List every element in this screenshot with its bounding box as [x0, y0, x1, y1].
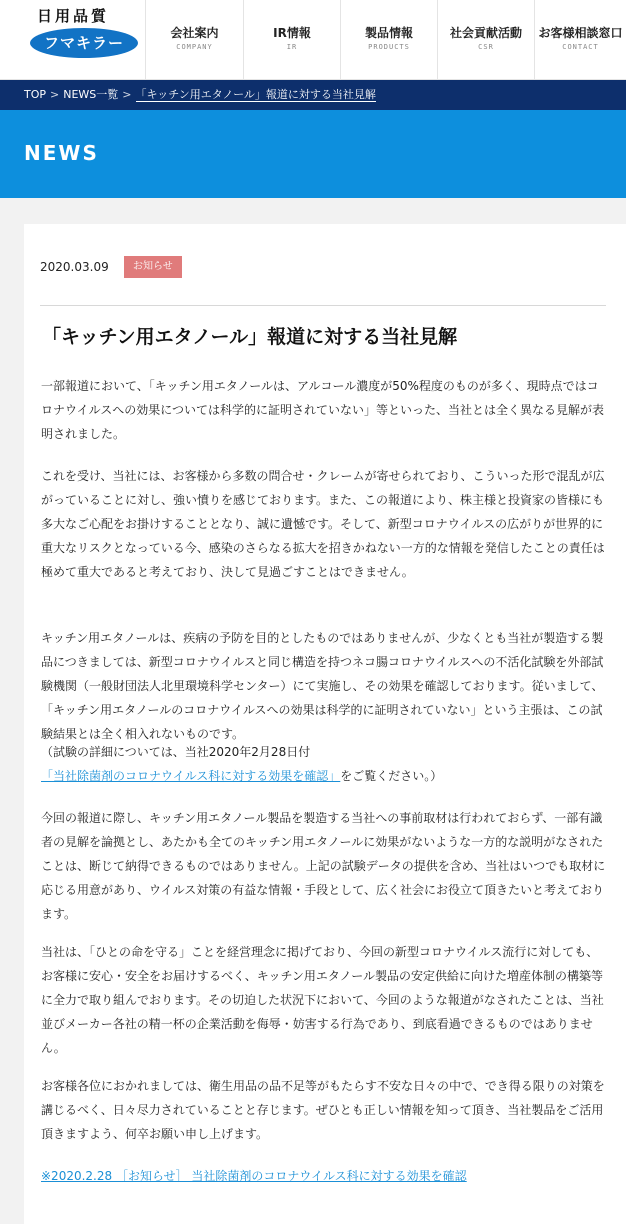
article-title: 「キッチン用エタノール」報道に対する当社見解: [42, 326, 458, 348]
related-news-link[interactable]: ※2020.2.28 ［お知らせ］ 当社除菌剤のコロナウイルス科に対する効果を確認: [41, 1169, 467, 1183]
nav-ir-sub: IR: [286, 43, 298, 51]
article-paragraph-4: 今回の報道に際し、キッチン用エタノール製品を製造する当社への事前取材は行われておらず、一部有識者の見解を論拠とし、あたかも全てのキッチン用エタノールに効果がないような一方的な説明がなされたことは、断じて納得できるものではありません。上記の試験データの提供を含め、当社はいつでも取材に応じる用意があり、ウイルス対策の有益な情報・手段として、広く社会にお役立て頂きたいと考えております。: [41, 811, 606, 921]
banner-title: NEWS: [24, 141, 99, 165]
nav-ir-label: IR情報: [273, 26, 311, 40]
nav-products-label: 製品情報: [364, 26, 413, 40]
article-paragraph-3: キッチン用エタノールは、疾病の予防を目的としたものではありませんが、少なくとも当社が製造する製品につきましては、新型コロナウイルスと同じ構造を持つネコ腸コロナウイルスへの不活化試験を外部試験機関（一般財団法人北里環境科学センター）にて実施し、その効果を確認しております。従いまして、「キッチン用エタノールのコロナウイルスへの効果は科学的に証明されていない」という主張は、この試験結果とは全く相入れないものです。: [41, 631, 604, 741]
nav-csr-sub: CSR: [478, 43, 494, 51]
nav-company[interactable]: [146, 0, 244, 80]
article-card: [24, 224, 626, 1224]
article-date: 2020.03.09: [40, 260, 109, 274]
article-paragraph-1: 一部報道において、「キッチン用エタノールは、アルコール濃度が50%程度のものが多く、現時点ではコロナウイルスへの効果については科学的に証明されていない」等といった、当社とは全く異なる見解が表明されました。: [41, 379, 605, 441]
article-paragraph-2: これを受け、当社には、お客様から多数の問合せ・クレームが寄せられており、こういった形で混乱が広がっていることに対し、強い憤りを感じております。また、この報道により、株主様と投資家の皆様にも多大なご心配をお掛けすることとなり、誠に遺憾です。そして、新型コロナウイルスの広がりが世界的に重大なリスクとなっている今、感染のさらなる拡大を招きかねない一方的な情報を発信したことの責任は極めて重大であると考えており、決して見過ごすことはできません。: [41, 469, 605, 579]
nav-products-sub: PRODUCTS: [368, 43, 410, 51]
article-paragraph-5: 当社は、「ひとの命を守る」ことを経営理念に掲げており、今回の新型コロナウイルス流行に対しても、お客様に安心・安全をお届けするべく、キッチン用エタノール製品の安定供給に向けた増産体制の構築等に全力で取り組んでおります。その切迫した状況下において、今回のような報道がなされたことは、当社並びメーカー各社の精一杯の企業活動を侮辱・妨害する行為であり、到底看過できるものではありません。: [41, 945, 604, 1055]
page-banner: [0, 110, 626, 198]
logo-brand: フマキラー: [30, 28, 138, 58]
nav-contact-sub: CONTACT: [562, 43, 599, 51]
breadcrumb-top[interactable]: TOP: [24, 88, 47, 101]
nav-csr[interactable]: [438, 0, 535, 80]
divider: [40, 305, 606, 306]
nav-contact-label: お客様相談窓口: [538, 26, 623, 40]
note-suffix: をご覧ください。）: [340, 769, 443, 783]
nav-contact[interactable]: [535, 0, 626, 80]
nav-csr-label: 社会貢献活動: [449, 26, 522, 40]
breadcrumb-separator: >: [122, 88, 132, 101]
breadcrumb-news-list[interactable]: NEWS一覧: [63, 88, 119, 101]
article-paragraph-6: お客様各位におかれましては、衛生用品の品不足等がもたらす不安な日々の中で、でき得る限りの対策を講じるべく、日々尽力されていることと存じます。ぜひとも正しい情報を知って頂き、当社製品をご活用頂きますよう、何卒お願い申し上げます。: [41, 1079, 605, 1141]
nav-products[interactable]: [341, 0, 438, 80]
nav-ir[interactable]: [244, 0, 341, 80]
nav-company-sub: COMPANY: [176, 43, 213, 51]
site-logo[interactable]: [0, 0, 146, 80]
breadcrumb-separator: >: [50, 88, 60, 101]
breadcrumb-current: 「キッチン用エタノール」報道に対する当社見解: [135, 88, 376, 101]
category-badge: お知らせ: [124, 256, 182, 278]
test-details-link[interactable]: 「当社除菌剤のコロナウイルス科に対する効果を確認」: [41, 769, 341, 783]
note-prefix: （試験の詳細については、当社2020年2月28日付: [41, 745, 311, 759]
logo-tagline: 日用品質: [36, 7, 109, 25]
breadcrumb: [0, 80, 626, 110]
article-note: [41, 740, 607, 788]
nav-company-label: 会社案内: [170, 26, 219, 40]
site-header: [0, 0, 626, 80]
